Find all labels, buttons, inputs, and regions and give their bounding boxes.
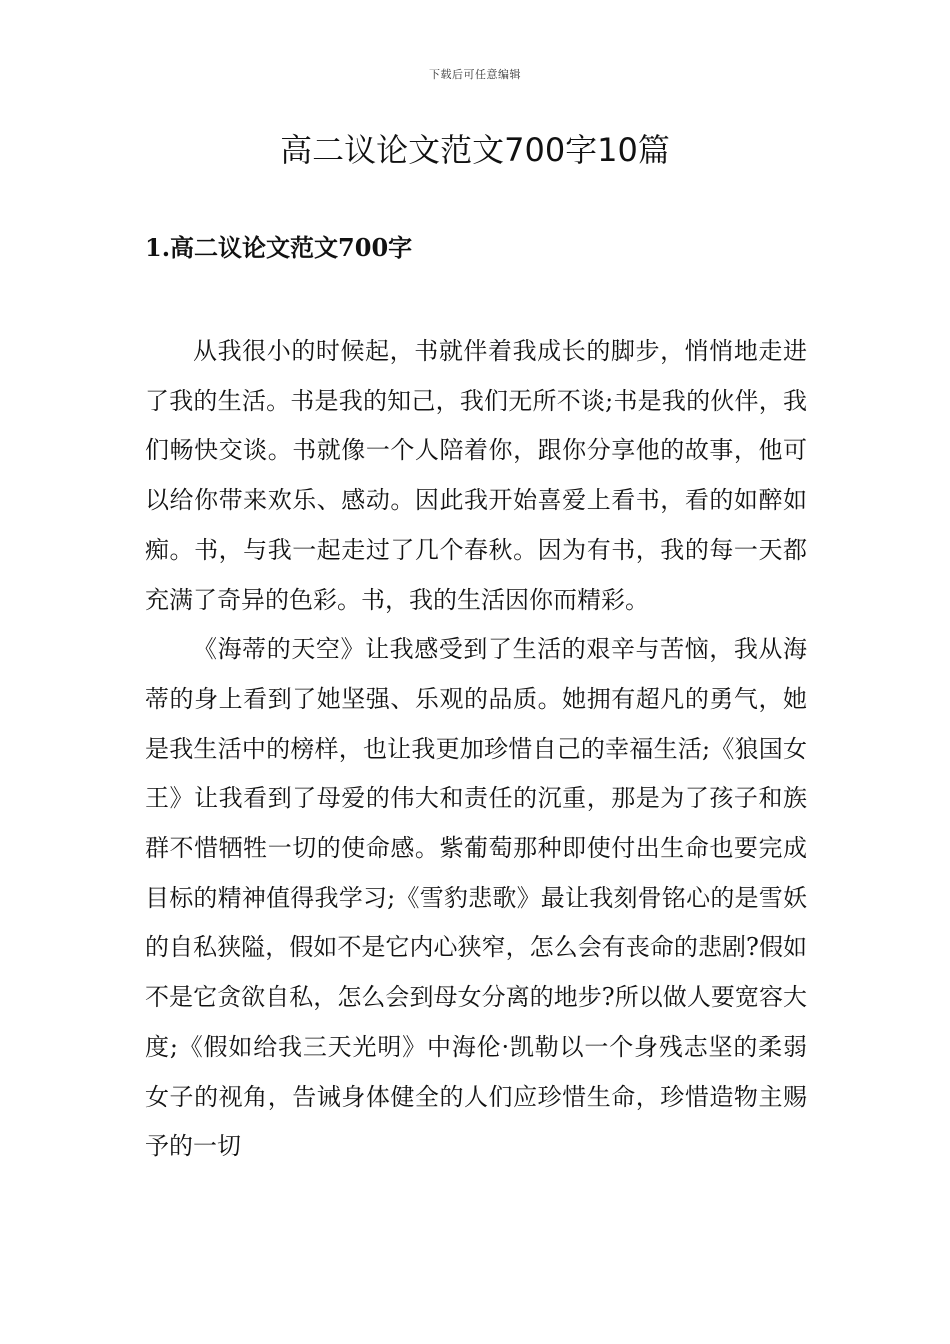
page-title: 高二议论文范文700字10篇: [280, 131, 670, 169]
paragraph: 从我很小的时候起，书就伴着我成长的脚步，悄悄地走进了我的生活。书是我的知己，我们无所不谈;书是我的伙伴，我们畅快交谈。书就像一个人陪着你，跟你分享他的故事，他可以给你带来欢乐、感动。因此我开始喜爱上看书，看的如醉如痴。书，与我一起走过了几个春秋。因为有书，我的每一天都充满了奇异的色彩。书，我的生活因你而精彩。: [145, 337, 807, 614]
document-body: [145, 327, 807, 1172]
paragraph: 《海蒂的天空》让我感受到了生活的艰辛与苦恼，我从海蒂的身上看到了她坚强、乐观的品质。她拥有超凡的勇气，她是我生活中的榜样，也让我更加珍惜自己的幸福生活;《狼国女王》让我看到了母爱的伟大和责任的沉重，那是为了孩子和族群不惜牺牲一切的使命感。紫葡萄那种即使付出生命也要完成目标的精神值得我学习;《雪豹悲歌》最让我刻骨铭心的是雪妖的自私狭隘，假如不是它内心狭窄，怎么会有丧命的悲剧?假如不是它贪欲自私，怎么会到母女分离的地步?所以做人要宽容大度;《假如给我三天光明》中海伦·凯勒以一个身残志坚的柔弱女子的视角，告诫身体健全的人们应珍惜生命，珍惜造物主赐予的一切: [145, 635, 807, 1161]
section-heading: 1.高二议论文范文700字: [145, 233, 413, 262]
header-note: 下载后可任意编辑: [429, 68, 521, 81]
